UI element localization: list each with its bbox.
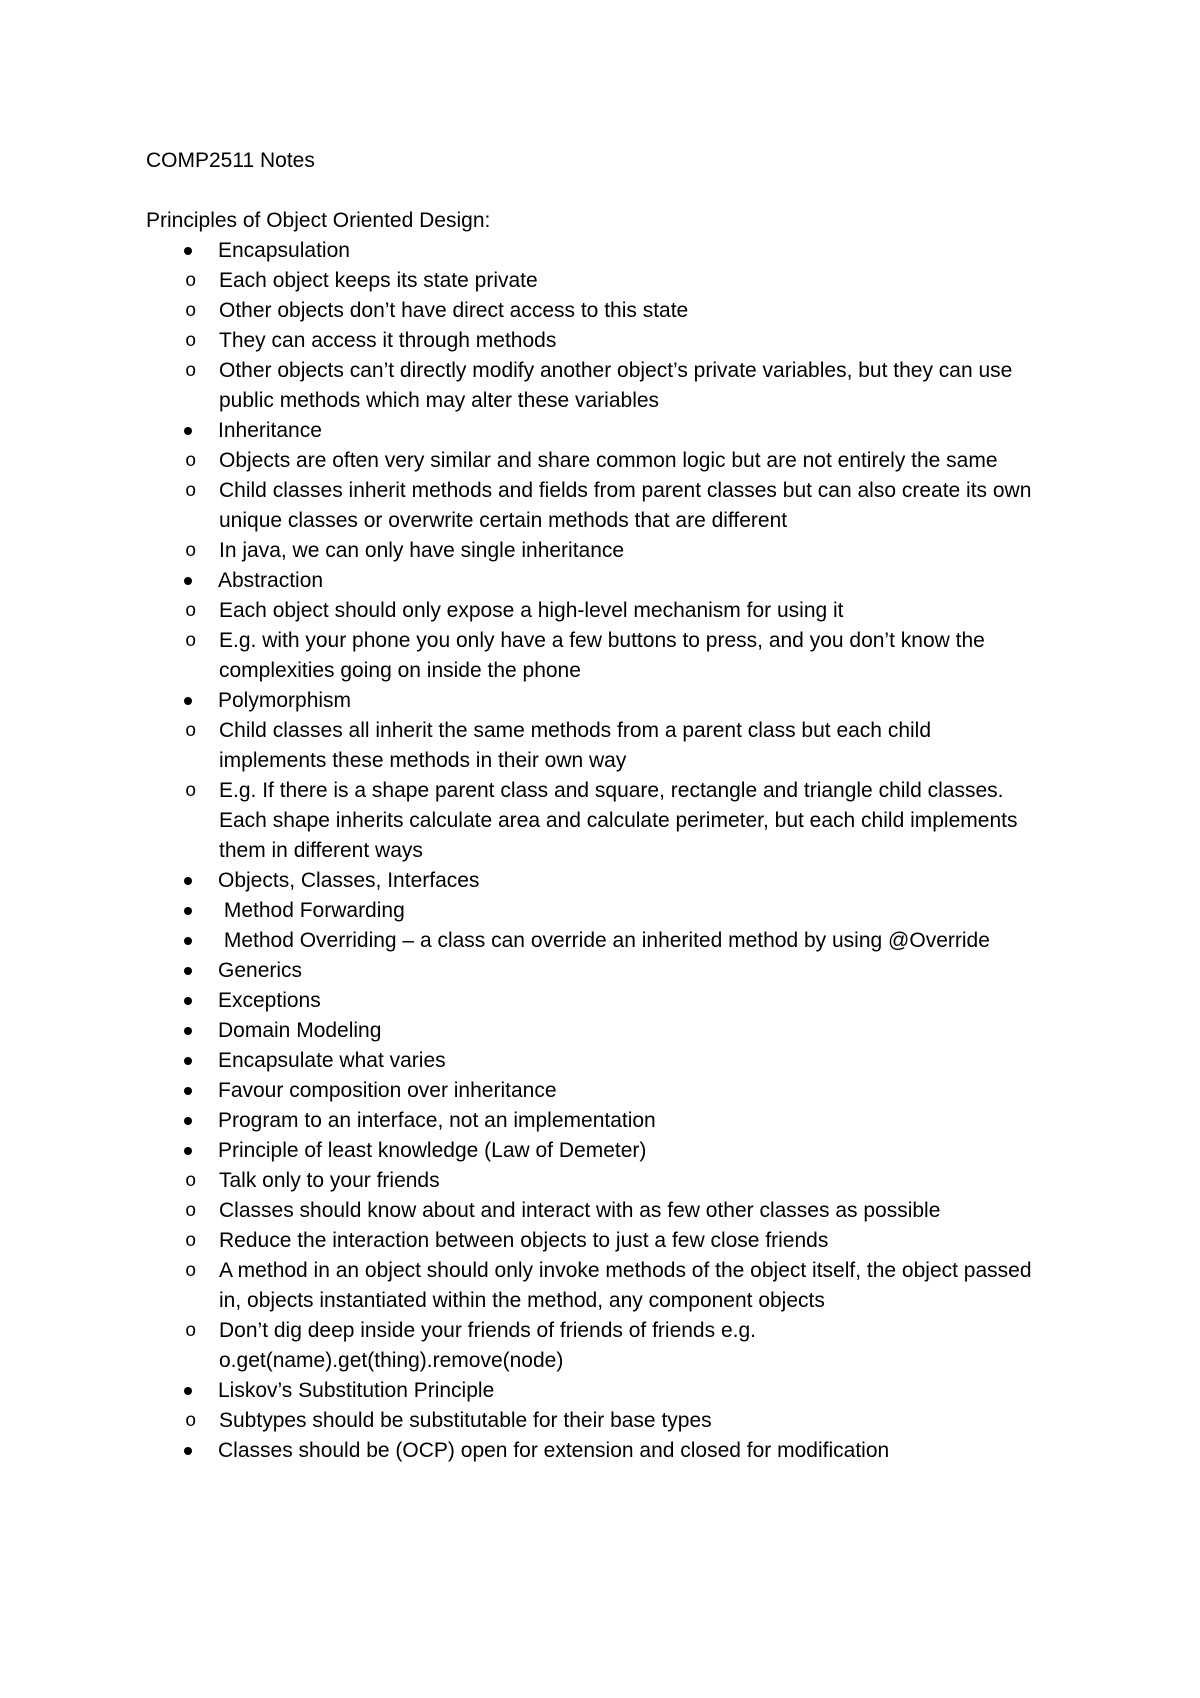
bullet-icon — [184, 247, 192, 255]
list-item-label: Encapsulation — [218, 239, 350, 262]
document-title: COMP2511 Notes — [146, 149, 315, 172]
list-item-label: Abstraction — [218, 569, 324, 592]
hollow-bullet-icon: o — [185, 630, 197, 652]
list-item — [146, 1136, 1066, 1376]
bullet-icon — [184, 1387, 192, 1395]
list-item-label: Domain Modeling — [218, 1019, 382, 1042]
sub-list-item-text: Child classes inherit methods and fields from parent classes but can also create its own unique classes or overwrite certain methods that are different — [219, 479, 1032, 532]
sub-list — [146, 1166, 1066, 1376]
sub-list-item-text: Each object should only expose a high-level mechanism for using it — [219, 599, 844, 622]
sub-list-item-text: In java, we can only have single inheritance — [219, 539, 625, 562]
sub-list — [146, 266, 1066, 416]
bullet-icon — [184, 1117, 192, 1125]
list-item-label: Classes should be (OCP) open for extension and closed for modification — [218, 1439, 890, 1462]
bullet-icon — [184, 1087, 192, 1095]
list-item — [146, 416, 1066, 566]
bullet-icon — [184, 967, 192, 975]
sub-list-item — [146, 476, 1066, 536]
hollow-bullet-icon: o — [185, 1170, 197, 1192]
sub-list-item-text: Child classes all inherit the same methods from a parent class but each child implements these methods in their own way — [219, 719, 932, 772]
list-item-label: Objects, Classes, Interfaces — [218, 869, 480, 892]
hollow-bullet-icon: o — [185, 1410, 197, 1432]
sub-list-item — [146, 296, 1066, 326]
hollow-bullet-icon: o — [185, 330, 197, 352]
sub-list-item — [146, 776, 1066, 866]
hollow-bullet-icon: o — [185, 540, 197, 562]
blank-line — [146, 176, 1066, 206]
hollow-bullet-icon: o — [185, 600, 197, 622]
list-item — [146, 566, 1066, 686]
hollow-bullet-icon: o — [185, 780, 197, 802]
hollow-bullet-icon: o — [185, 360, 197, 382]
sub-list — [146, 596, 1066, 686]
sub-list — [146, 716, 1066, 866]
sub-list-item — [146, 356, 1066, 416]
bullet-icon — [184, 907, 192, 915]
bullet-icon — [184, 1447, 192, 1455]
list-item — [146, 1376, 1066, 1436]
sub-list-item — [146, 1316, 1066, 1376]
list-item — [146, 986, 1066, 1016]
sub-list-item — [146, 1166, 1066, 1196]
list-item — [146, 1076, 1066, 1106]
list-item — [146, 1106, 1066, 1136]
sub-list-item-text: Reduce the interaction between objects to just a few close friends — [219, 1229, 829, 1252]
list-item — [146, 1436, 1066, 1466]
list-item-label: Liskov’s Substitution Principle — [218, 1379, 495, 1402]
sub-list-item — [146, 266, 1066, 296]
sub-list-item-text: They can access it through methods — [219, 329, 557, 352]
sub-list-item-text: Talk only to your friends — [219, 1169, 440, 1192]
document-content — [146, 146, 1066, 1466]
sub-list — [146, 446, 1066, 566]
list-item — [146, 866, 1066, 896]
sub-list-item — [146, 1406, 1066, 1436]
list-item — [146, 1016, 1066, 1046]
hollow-bullet-icon: o — [185, 1320, 197, 1342]
list-item-label: Method Forwarding — [218, 899, 405, 922]
bullet-icon — [184, 997, 192, 1005]
list-item-label: Program to an interface, not an implementation — [218, 1109, 656, 1132]
bullet-icon — [184, 1027, 192, 1035]
list-item-label: Polymorphism — [218, 689, 352, 712]
sub-list-item-text: E.g. If there is a shape parent class and square, rectangle and triangle child classes. Each shape inherits calculate area and calculate perimeter, but each child implements them in different ways — [219, 779, 1018, 862]
sub-list-item — [146, 626, 1066, 686]
list-item — [146, 896, 1066, 926]
sub-list-item — [146, 1226, 1066, 1256]
sub-list-item — [146, 1196, 1066, 1226]
bullet-icon — [184, 877, 192, 885]
list-item-label: Favour composition over inheritance — [218, 1079, 557, 1102]
sub-list-item-text: A method in an object should only invoke methods of the object itself, the object passed in, objects instantiated within the method, any component objects — [219, 1259, 1032, 1312]
bullet-icon — [184, 427, 192, 435]
sub-list-item-text: Subtypes should be substitutable for their base types — [219, 1409, 712, 1432]
list-item — [146, 1046, 1066, 1076]
sub-list-item-text: Other objects don’t have direct access to this state — [219, 299, 689, 322]
hollow-bullet-icon: o — [185, 720, 197, 742]
sub-list-item — [146, 536, 1066, 566]
sub-list-item-text: Classes should know about and interact with as few other classes as possible — [219, 1199, 941, 1222]
sub-list-item — [146, 1256, 1066, 1316]
bullet-icon — [184, 1147, 192, 1155]
list-item-label: Inheritance — [218, 419, 322, 442]
list-item — [146, 926, 1066, 956]
list-item-label: Generics — [218, 959, 303, 982]
sub-list-item-text: Each object keeps its state private — [219, 269, 538, 292]
sub-list-item-text: Other objects can’t directly modify another object’s private variables, but they can use public methods which may alter these variables — [219, 359, 1013, 412]
bullet-icon — [184, 577, 192, 585]
list-item — [146, 686, 1066, 866]
list-item — [146, 236, 1066, 416]
hollow-bullet-icon: o — [185, 1230, 197, 1252]
hollow-bullet-icon: o — [185, 300, 197, 322]
hollow-bullet-icon: o — [185, 1260, 197, 1282]
sub-list-item — [146, 596, 1066, 626]
principles-list — [146, 236, 1066, 1466]
list-item-label: Exceptions — [218, 989, 321, 1012]
list-item — [146, 956, 1066, 986]
list-item-label: Method Overriding – a class can override an inherited method by using @Override — [218, 929, 990, 952]
list-item-label: Encapsulate what varies — [218, 1049, 446, 1072]
hollow-bullet-icon: o — [185, 1200, 197, 1222]
bullet-icon — [184, 937, 192, 945]
hollow-bullet-icon: o — [185, 480, 197, 502]
section-heading: Principles of Object Oriented Design: — [146, 209, 491, 232]
bullet-icon — [184, 1057, 192, 1065]
sub-list — [146, 1406, 1066, 1436]
sub-list-item — [146, 326, 1066, 356]
sub-list-item-text: Don’t dig deep inside your friends of friends of friends e.g. o.get(name).get(thing).remove(node) — [219, 1319, 756, 1372]
sub-list-item-text: Objects are often very similar and share common logic but are not entirely the same — [219, 449, 998, 472]
hollow-bullet-icon: o — [185, 270, 197, 292]
sub-list-item-text: E.g. with your phone you only have a few buttons to press, and you don’t know the complexities going on inside the phone — [219, 629, 985, 682]
sub-list-item — [146, 446, 1066, 476]
sub-list-item — [146, 716, 1066, 776]
bullet-icon — [184, 697, 192, 705]
hollow-bullet-icon: o — [185, 450, 197, 472]
list-item-label: Principle of least knowledge (Law of Demeter) — [218, 1139, 647, 1162]
